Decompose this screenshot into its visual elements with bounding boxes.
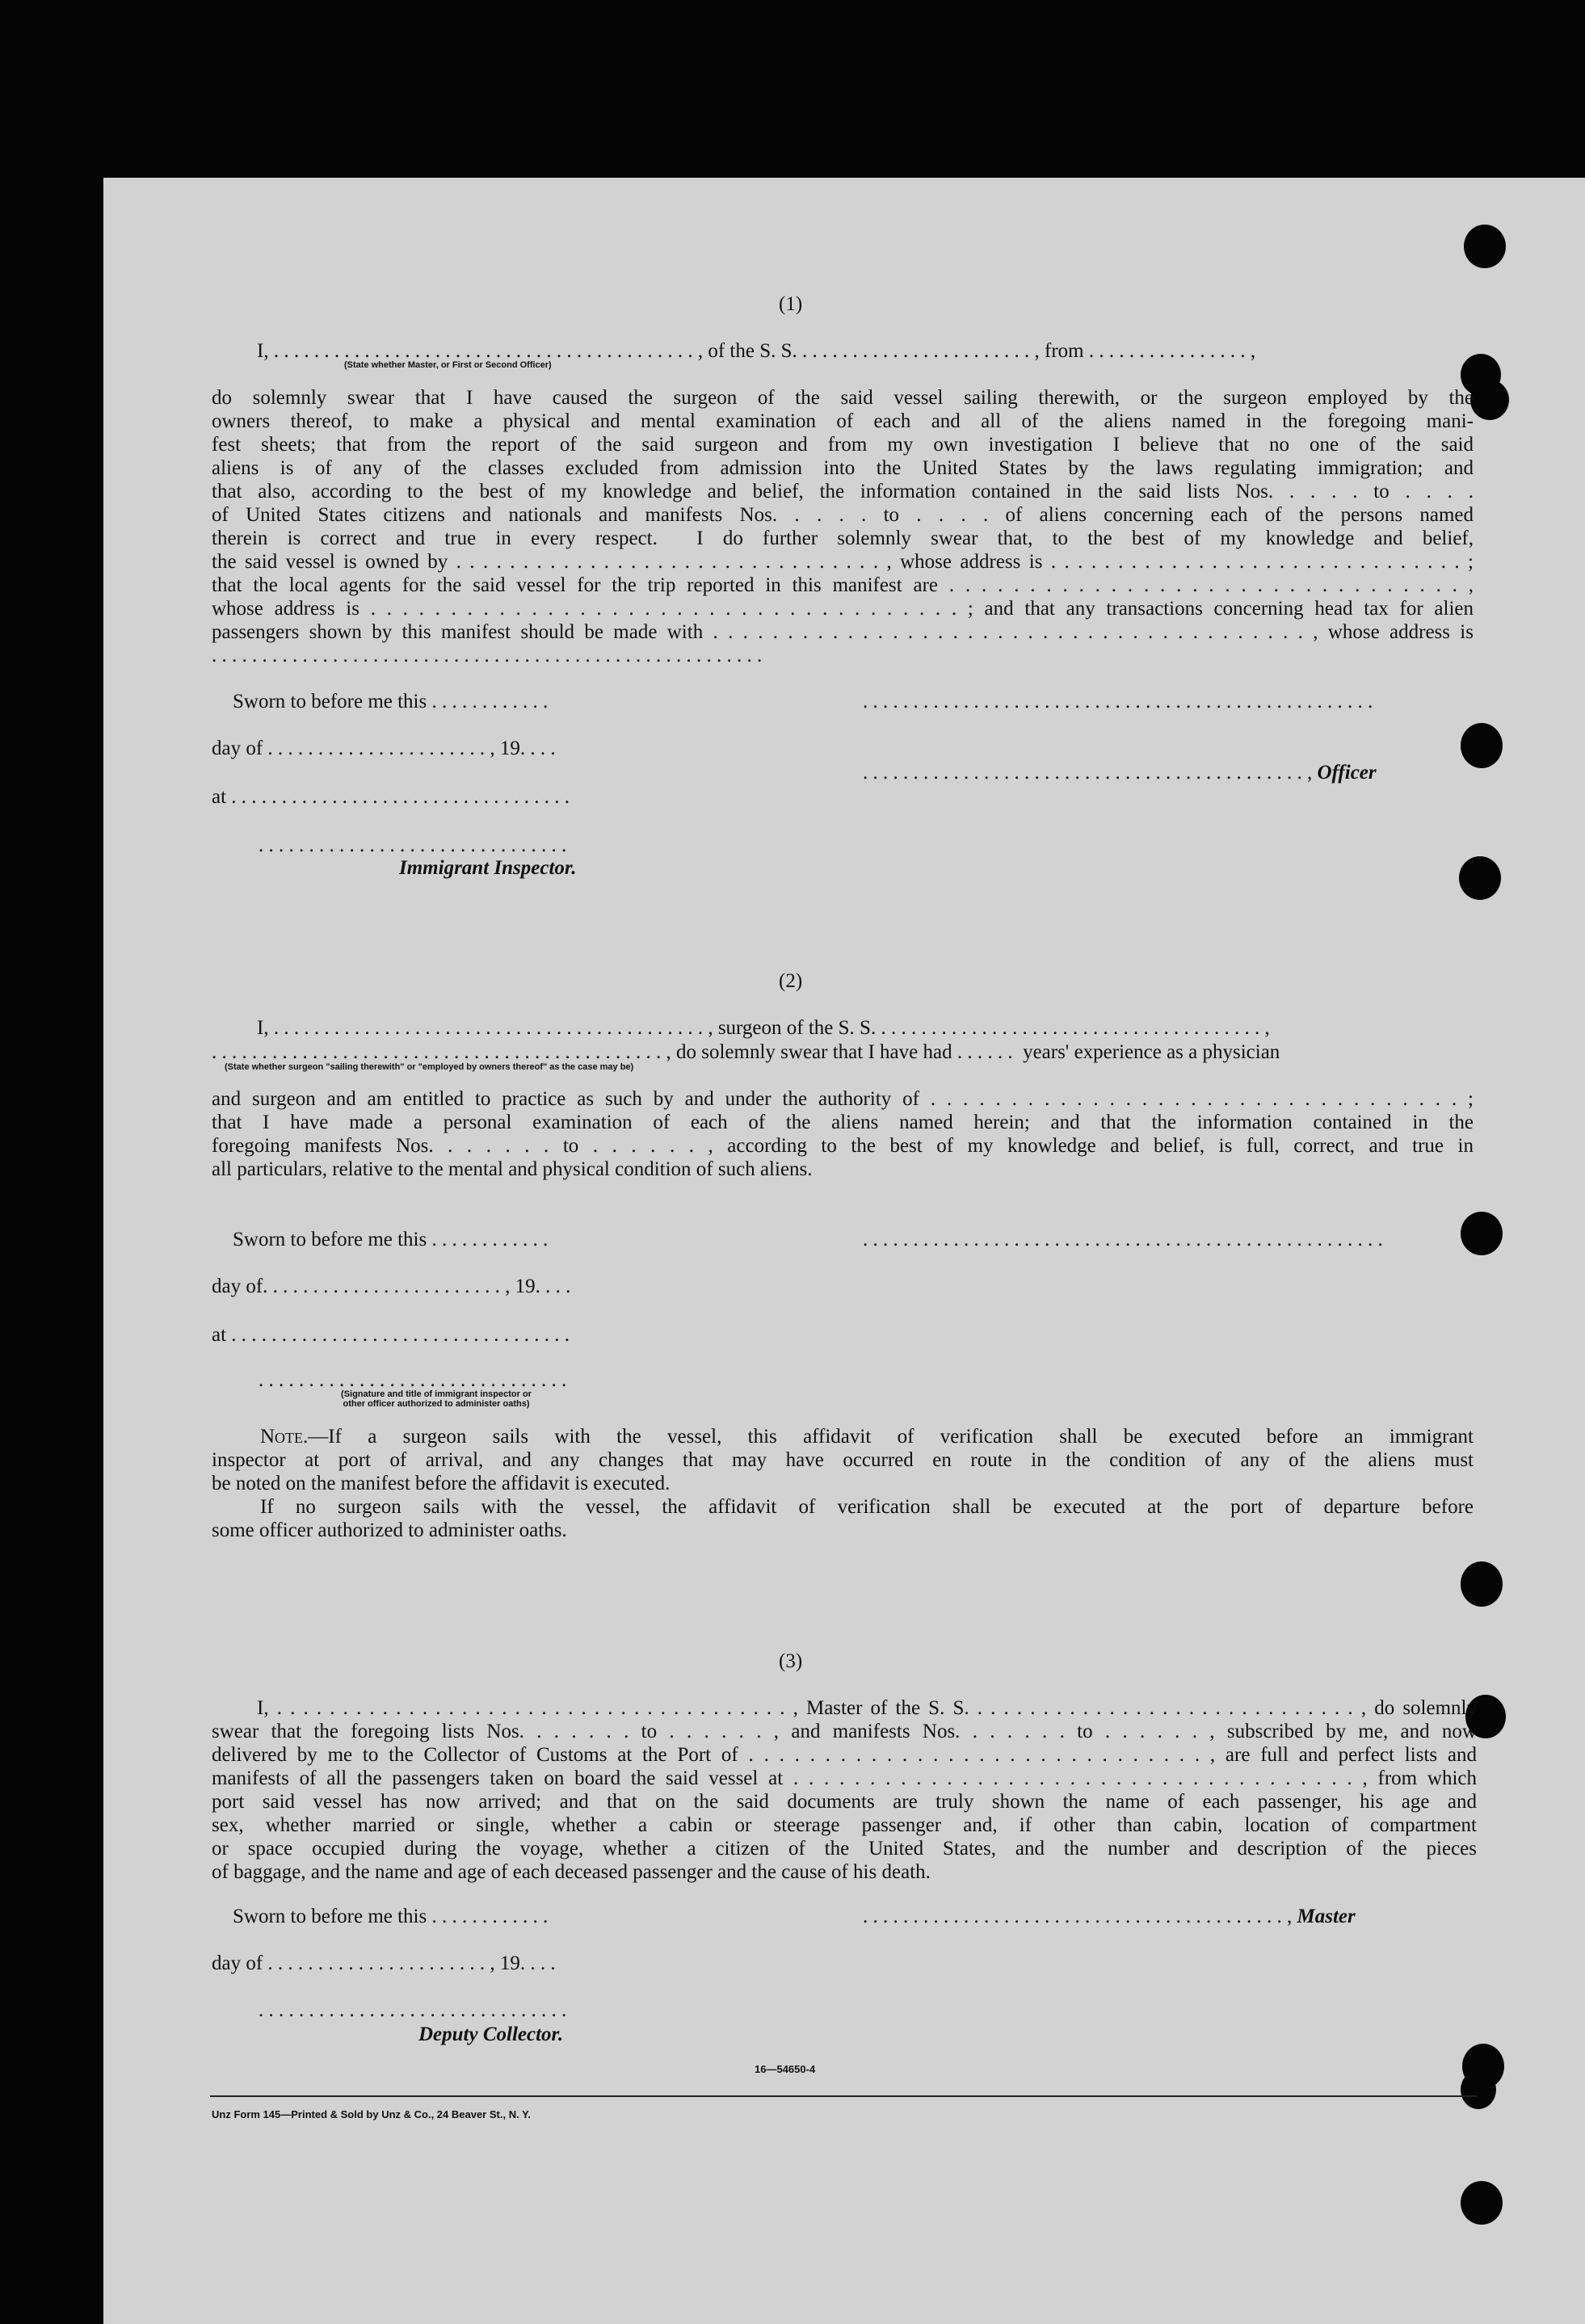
sworn-line: Sworn to before me this . . . . . . . . . . . .: [233, 1229, 549, 1250]
section-2-number: (2): [779, 970, 803, 992]
body-line: that the local agents for the said vessel for the trip reported in this manifest are . . . . . . . . . . . . . . . . . . . . . . . . . . . . . . . . ,: [212, 574, 1474, 596]
form-page: [103, 178, 1585, 2324]
body-line: that also, according to the best of my knowledge and belief, the information contained in the said lists Nos. . . . . to . . . .: [212, 481, 1474, 502]
signature-note: (Signature and title of immigrant inspector or other officer authorized to administer oaths): [341, 1389, 532, 1409]
at-line: at . . . . . . . . . . . . . . . . . . . . . . . . . . . . . . . . . .: [212, 1324, 570, 1346]
collector-dots: . . . . . . . . . . . . . . . . . . . . . . . . . . . . . . .: [259, 1999, 567, 2021]
right-signature-dots: . . . . . . . . . . . . . . . . . . . . . . . . . . . . . . . . . . . . . . . . . . . . . . . . . . .: [863, 691, 1373, 712]
body-line: that I have made a personal examination of each of the aliens named herein; and that the information contained in the: [212, 1112, 1474, 1133]
form-code: 16—54650-4: [755, 2063, 816, 2075]
body-line: aliens is of any of the classes excluded from admission into the United States by the laws regulating immigration; and: [212, 457, 1474, 479]
body-line: do solemnly swear that I have caused the surgeon of the said vessel sailing therewith, or the surgeon employed by the: [212, 387, 1474, 409]
at-line: at . . . . . . . . . . . . . . . . . . . . . . . . . . . . . . . . . .: [212, 786, 570, 808]
note-line: be noted on the manifest before the affidavit is executed.: [212, 1473, 671, 1494]
body-line: whose address is . . . . . . . . . . . . . . . . . . . . . . . . . . . . . . . . . . . . . ; and that any transactions concerning head tax for alien: [212, 598, 1474, 620]
inspector-dots: . . . . . . . . . . . . . . . . . . . . . . . . . . . . . . .: [259, 1369, 567, 1391]
punch-hole: [1459, 856, 1501, 900]
note-label: Note.: [260, 1426, 309, 1448]
sworn-line: Sworn to before me this . . . . . . . . . . . .: [233, 691, 549, 712]
punch-hole: [1461, 723, 1503, 768]
body-line: swear that the foregoing lists Nos. . . . . . . to . . . . . . , and manifests Nos. . . . . . . to . . . . . . , subscribed by me, and now: [212, 1721, 1477, 1742]
section-2-line2: . . . . . . . . . . . . . . . . . . . . . . . . . . . . . . . . . . . . . . . . . . . . . , do solemnly swear that I have had . . . . . . years' experience as a physician: [212, 1041, 1280, 1063]
body-line: foregoing manifests Nos. . . . . . . to . . . . . . , according to the best of my knowledge and belief, is full, correct, and true in: [212, 1135, 1474, 1157]
body-line: port said vessel has now arrived; and that on the said documents are truly shown the name of each passenger, his age and: [212, 1791, 1477, 1813]
collector-title: Deputy Collector.: [418, 2024, 564, 2045]
body-line: fest sheets; that from the report of the said surgeon and from my own investigation I believe that no one of the said: [212, 434, 1474, 456]
master-title: Master: [1297, 1906, 1356, 1927]
officer-signature-line: [863, 761, 1377, 784]
body-line: all particulars, relative to the mental and physical condition of such aliens.: [212, 1158, 813, 1180]
section-1-number: (1): [779, 293, 803, 315]
note-line: If no surgeon sails with the vessel, the affidavit of verification shall be executed at the port of departure before: [260, 1496, 1474, 1518]
body-line: of baggage, and the name and age of each deceased passenger and the cause of his death.: [212, 1861, 931, 1883]
body-line: owners thereof, to make a physical and mental examination of each and all of the aliens named in the foregoing mani-: [212, 410, 1474, 432]
body-line: . . . . . . . . . . . . . . . . . . . . . . . . . . . . . . . . . . . . . . . . . . . . . . . . . . . . . . .: [212, 645, 763, 666]
punch-hole: [1461, 2181, 1503, 2225]
punch-hole: [1461, 1561, 1503, 1607]
day-line: day of . . . . . . . . . . . . . . . . . . . . . . , 19. . . .: [212, 738, 556, 759]
section-2-body: [212, 1087, 1474, 1181]
master-dots: . . . . . . . . . . . . . . . . . . . . . . . . . . . . . . . . . . . . . . . . . . ,: [863, 1906, 1293, 1927]
sworn-line: Sworn to before me this . . . . . . . . . . . .: [233, 1906, 549, 1927]
body-line: sex, whether married or single, whether a cabin or steerage passenger and, if other than cabin, location of compartment: [212, 1814, 1477, 1836]
section-1-body: [212, 386, 1474, 667]
punch-hole: [1461, 2070, 1496, 2109]
officer-dots: . . . . . . . . . . . . . . . . . . . . . . . . . . . . . . . . . . . . . . . . . . . . ,: [863, 762, 1313, 784]
inspector-title: Immigrant Inspector.: [399, 857, 577, 879]
note-line: inspector at port of arrival, and any changes that may have occurred en route in the condition of any of the aliens must: [212, 1449, 1474, 1471]
section-2-note-para: [212, 1425, 1474, 1542]
section-1-note: (State whether Master, or First or Second Officer): [344, 360, 552, 370]
note-line: some officer authorized to administer oaths.: [212, 1519, 567, 1541]
section-3-body: [212, 1696, 1477, 1884]
master-signature-line: [863, 1905, 1356, 1928]
body-line: delivered by me to the Collector of Customs at the Port of . . . . . . . . . . . . . . . . . . . . . . . . . . . . . . , are full and perfect lists and: [212, 1744, 1477, 1766]
note-line: [212, 1425, 1474, 1448]
body-line: manifests of all the passengers taken on board the said vessel at . . . . . . . . . . . . . . . . . . . . . . . . . . . . . . . . . . . . . , from which: [212, 1767, 1477, 1789]
note-text: —If a surgeon sails with the vessel, this affidavit of verification shall be executed before an immigrant: [308, 1426, 1474, 1448]
body-line: of United States citizens and nationals and manifests Nos. . . . . to . . . . of aliens concerning each of the persons named: [212, 504, 1474, 526]
day-line: day of. . . . . . . . . . . . . . . . . . . . . . . . , 19. . . .: [212, 1275, 571, 1297]
printer-footer: Unz Form 145—Printed & Sold by Unz & Co., 24 Beaver St., N. Y.: [212, 2108, 531, 2120]
body-line: I, . . . . . . . . . . . . . . . . . . . . . . . . . . . . . . . . . . . . . . . , Master of the S. S. . . . . . . . . . . . . . . . . . . . . . . . . . . . . . , do solemnly: [257, 1697, 1477, 1719]
day-line: day of . . . . . . . . . . . . . . . . . . . . . . , 19. . . .: [212, 1952, 556, 1974]
section-2-line1: I, . . . . . . . . . . . . . . . . . . . . . . . . . . . . . . . . . . . . . . . . . . . , surgeon of the S. S. . . . . . . . . . . . . . . . . . . . . . . . . . . . . . . . . . . . . . . ,: [257, 1017, 1270, 1039]
body-line: and surgeon and am entitled to practice as such by and under the authority of . . . . . . . . . . . . . . . . . . . . . . . . . . . . . . . . . ;: [212, 1088, 1474, 1110]
section-2-note: (State whether surgeon "sailing therewith" or "employed by owners thereof" as the case may be): [225, 1062, 634, 1072]
body-line: or space occupied during the voyage, whether a citizen of the United States, and the number and description of the pieces: [212, 1838, 1477, 1860]
footer-rule: [210, 2095, 1477, 2097]
body-line: therein is correct and true in every respect. I do further solemnly swear that, to the best of my knowledge and belief,: [212, 527, 1474, 549]
punch-hole: [1470, 380, 1509, 420]
right-signature-dots: . . . . . . . . . . . . . . . . . . . . . . . . . . . . . . . . . . . . . . . . . . . . . . . . . . . .: [863, 1229, 1383, 1250]
body-line: the said vessel is owned by . . . . . . . . . . . . . . . . . . . . . . . . . . . . . . . . , whose address is . . . . . . . . . . . . . . . . . . . . . . . . . . . . . . . ;: [212, 551, 1474, 573]
punch-hole: [1461, 1212, 1503, 1255]
body-line: passengers shown by this manifest should be made with . . . . . . . . . . . . . . . . . . . . . . . . . . . . . . . . . . . . . . . . , whose address is: [212, 621, 1474, 643]
section-3-number: (3): [779, 1650, 803, 1672]
punch-hole: [1464, 225, 1506, 268]
officer-title: Officer: [1317, 762, 1377, 784]
inspector-dots: . . . . . . . . . . . . . . . . . . . . . . . . . . . . . . .: [259, 834, 567, 856]
section-1-line1: I, . . . . . . . . . . . . . . . . . . . . . . . . . . . . . . . . . . . . . . . . . . , of the S. S. . . . . . . . . . . . . . . . . . . . . . . . , from . . . . . . . . . . . . . . . . ,: [257, 340, 1256, 362]
